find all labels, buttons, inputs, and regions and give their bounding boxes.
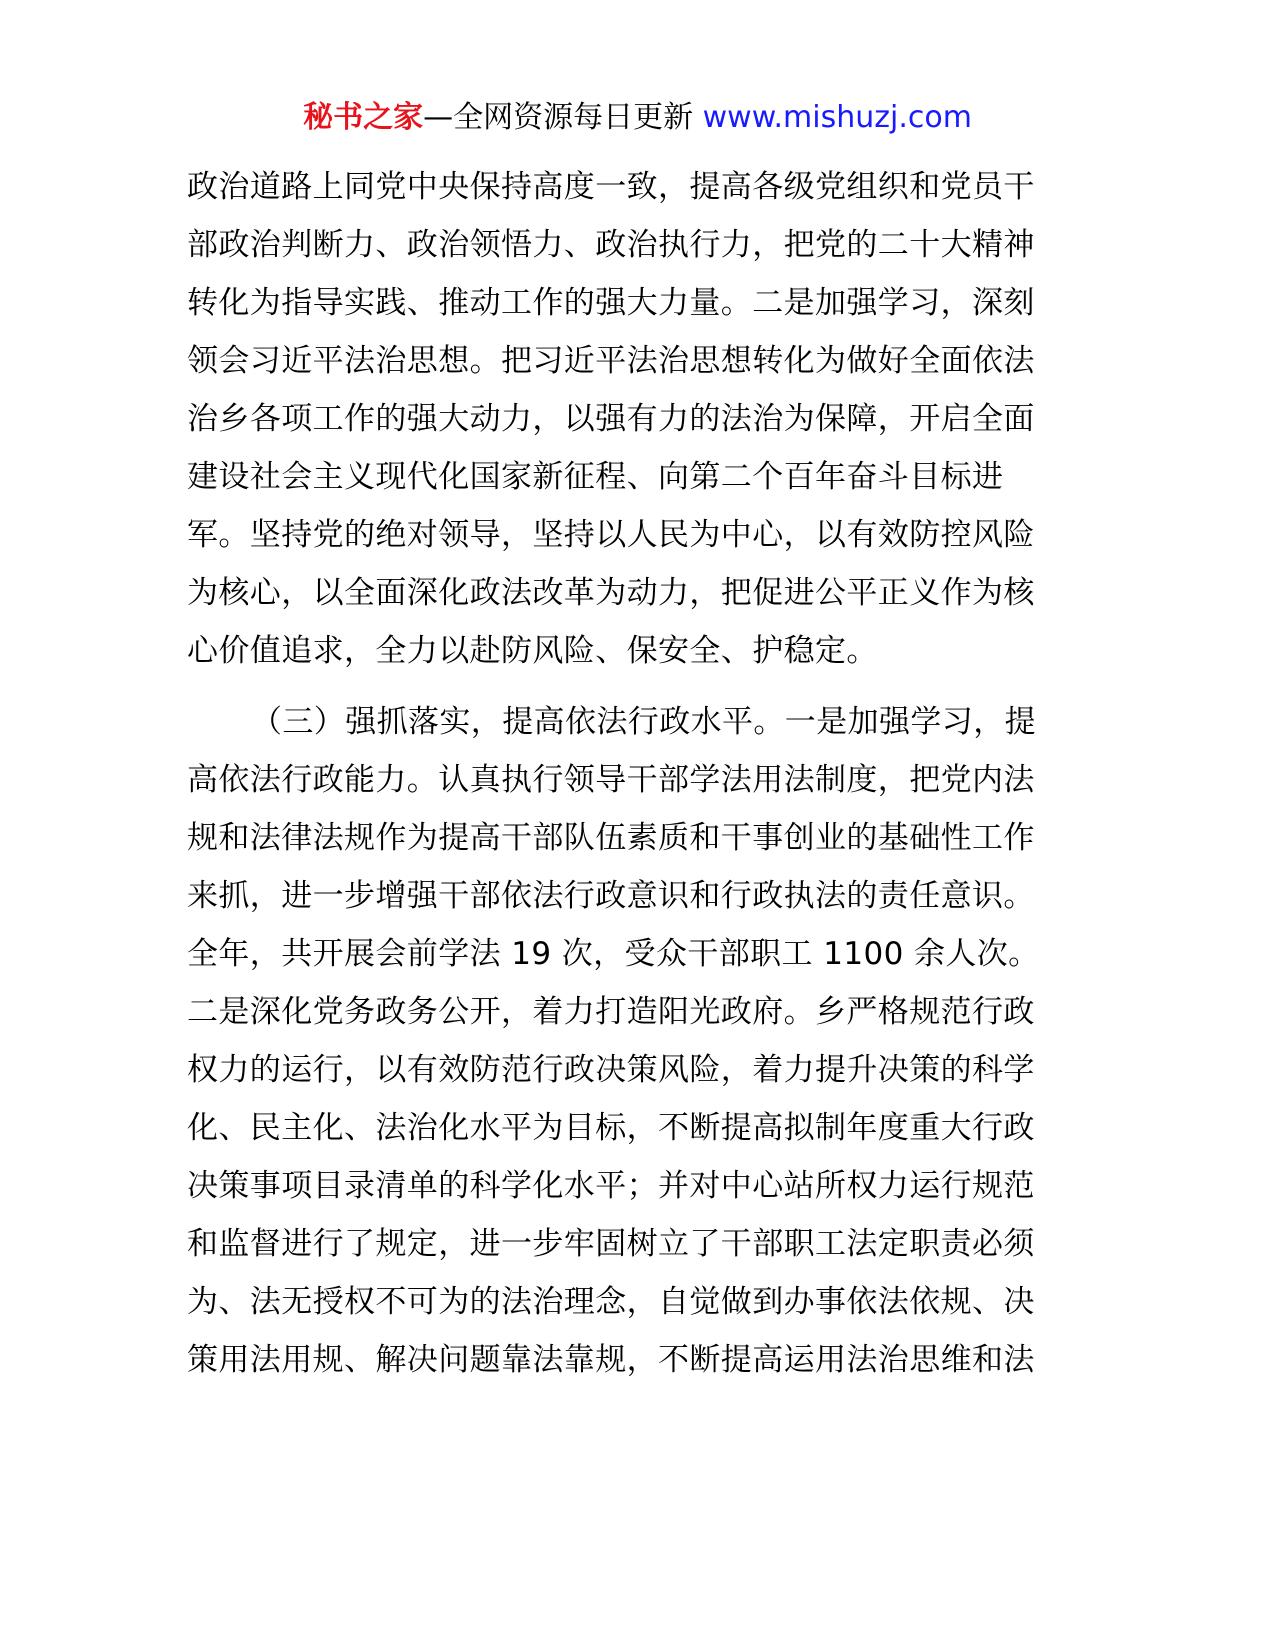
text-line-indented: （三）强抓落实，提高依法行政水平。一是加强学习，提	[251, 704, 1036, 740]
text-line: 规和法律法规作为提高干部队伍素质和干事创业的基础性工作	[187, 820, 1035, 856]
text-line: 全年，共开展会前学法 19 次，受众干部职工 1100 余人次。	[187, 936, 1040, 972]
paragraph-2	[187, 693, 1087, 1389]
text-line: 建设社会主义现代化国家新征程、向第二个百年奋斗目标进	[187, 459, 1004, 495]
text-line: 部政治判断力、政治领悟力、政治执行力，把党的二十大精神	[187, 227, 1035, 263]
text-line: 化、民主化、法治化水平为目标，不断提高拟制年度重大行政	[187, 1110, 1035, 1146]
text-line: 转化为指导实践、推动工作的强大力量。二是加强学习，深刻	[187, 285, 1035, 321]
text-line: 领会习近平法治思想。把习近平法治思想转化为做好全面依法	[187, 343, 1035, 379]
text-line: 来抓，进一步增强干部依法行政意识和行政执法的责任意识。	[187, 878, 1035, 914]
text-line: 为核心，以全面深化政法改革为动力，把促进公平正义作为核	[187, 575, 1035, 611]
text-line: 治乡各项工作的强大动力，以强有力的法治为保障，开启全面	[187, 401, 1035, 437]
paragraph-spacer	[187, 680, 1087, 693]
text-line: 为、法无授权不可为的法治理念，自觉做到办事依法依规、决	[187, 1284, 1035, 1320]
text-line: 心价值追求，全力以赴防风险、保安全、护稳定。	[187, 633, 878, 669]
text-line: 策用法用规、解决问题靠法靠规，不断提高运用法治思维和法	[187, 1342, 1035, 1378]
site-url-link[interactable]: www.mishuzj.com	[702, 100, 972, 135]
paragraph-1	[187, 158, 1087, 680]
text-line: 高依法行政能力。认真执行领导干部学法用法制度，把党内法	[187, 762, 1035, 798]
text-line: 权力的运行，以有效防范行政决策风险，着力提升决策的科学	[187, 1052, 1035, 1088]
page-header	[0, 98, 1275, 138]
text-line: 政治道路上同党中央保持高度一致，提高各级党组织和党员干	[187, 169, 1035, 205]
text-line: 和监督进行了规定，进一步牢固树立了干部职工法定职责必须	[187, 1226, 1035, 1262]
text-line: 二是深化党务政务公开，着力打造阳光政府。乡严格规范行政	[187, 994, 1035, 1030]
site-brand: 秘书之家	[303, 100, 424, 135]
site-tagline: —全网资源每日更新	[423, 100, 694, 135]
text-line: 军。坚持党的绝对领导，坚持以人民为中心，以有效防控风险	[187, 517, 1035, 553]
document-body	[187, 158, 1087, 1389]
text-line: 决策事项目录清单的科学化水平；并对中心站所权力运行规范	[187, 1168, 1035, 1204]
